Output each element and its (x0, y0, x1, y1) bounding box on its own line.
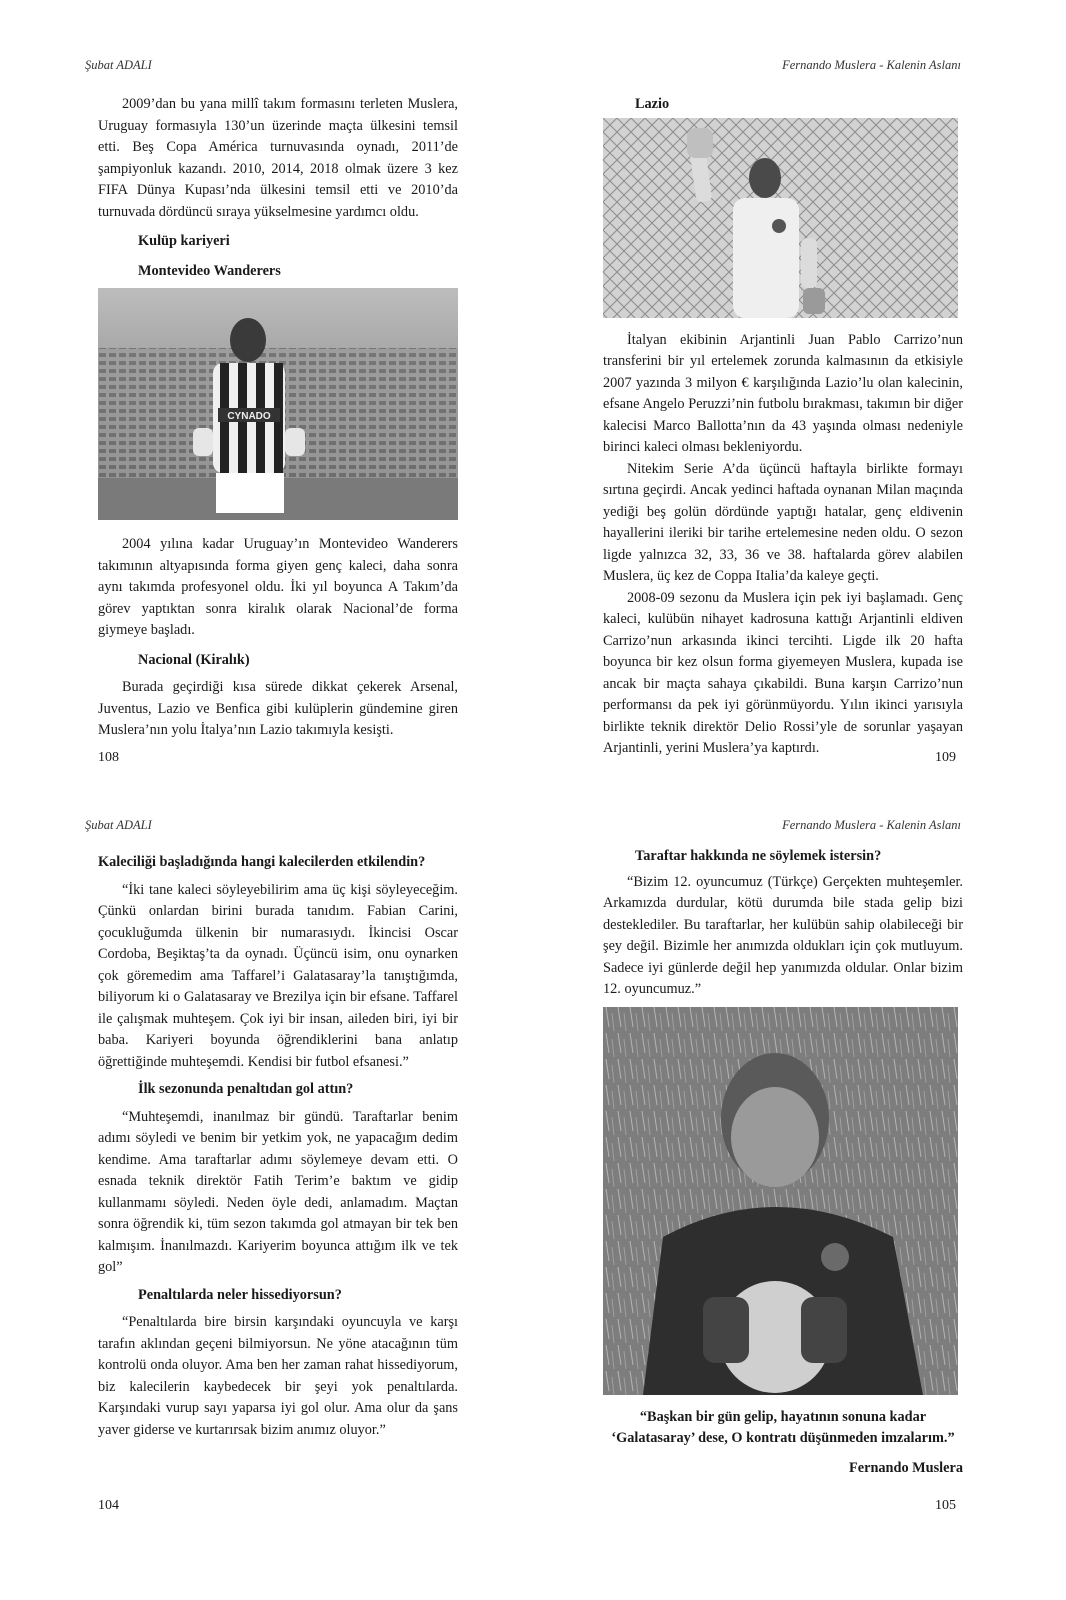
page-104 (0, 760, 533, 1560)
heading-club-career: Kulüp kariyeri (138, 233, 230, 249)
quote-signature: Fernando Muslera (849, 1459, 963, 1476)
question-penalty-feelings: Penaltılarda neler hissediyorsun? (138, 1286, 342, 1303)
answer-penalty-goal: “Muhteşemdi, inanılmaz bir gündü. Taraftarlar benim adımı söyledi ve benim bir yetkim yok, ne yapacağım dedim kendime. Ama taraftarlar adımı söylemeye devam etti. O esnada teknik direktör Fatih Terim’e baktım ve gidip kullanmamı söyledi. Neden öyle dedi, anlamadım. Maçtan sonra öğrendik ki, tüm sezon takımda gol atmayan bir tek ben kalmışım. İnanılmazdı. Kariyerim boyunca attığım ilk ve tek gol” (98, 1108, 458, 1275)
running-header-title: Fernando Muslera - Kalenin Aslanı (782, 818, 961, 832)
pull-quote: “Başkan bir gün gelip, hayatının sonuna kadar ‘Galatasaray’ dese, O kontratı düşünmeden imzalarım.” (611, 1408, 955, 1446)
text-column (603, 94, 963, 760)
photo-muslera-galatasaray (603, 1007, 958, 1395)
page-109 (533, 0, 1066, 800)
photo-muslera-wanderers (98, 288, 458, 520)
heading-nacional: Nacional (Kiralık) (138, 651, 250, 668)
question-penalty-goal: İlk sezonunda penaltıdan gol attın? (138, 1081, 354, 1097)
page-number: 108 (98, 750, 119, 765)
heading-lazio: Lazio (635, 96, 670, 112)
paragraph-lazio-2: Nitekim Serie A’da üçüncü haftayla birlikte formayı sırtına geçirdi. Ancak yedinci haftada oynanan Milan maçında yediği beş golün dördünde yaptığı hatalar, genç eldivenin hayallerini ileriki bir tarihe ertelemesine neden oldu. O sezon ligde yalnızca 32, 33, 36 ve 38. haftalarda görev alabilen Muslera, üç kez de Coppa Italia’da kaleye geçti. (603, 460, 963, 584)
page-105 (533, 760, 1066, 1560)
answer-goalkeepers: “İki tane kaleci söyleyebilirim ama üç kişi söyleyeceğim. Çünkü onlardan birini burada tanıdım. Fabian Carini, çocukluğumda ülkenin bir numarasıydı. İkincisi Oscar Cordoba, Beşiktaş’ta da oynadı. Üçüncü isim, onu oynarken çok göremedim ama Taffarel’i Galatasaray’la tanıştığımda, biliyorum ki o Galatasaray ve Brezilya için bir efsane. Taffarel ile çalışmak muhteşem. Çok iyi bir insan, aileden biri, iyi bir baba. Kariyeri boyunda öğrendiklerini bana anlatıp öğrettiğinde muhteşemdi. Kendisi bir futbol efsanesi.” (98, 881, 458, 1070)
paragraph-lazio-1: İtalyan ekibinin Arjantinli Juan Pablo Carrizo’nun transferini bir yıl ertelemek zorunda kalmasının da etkisiyle 2007 yazında 3 milyon € karşılığında Lazio’lu olan kalecinin, efsane Angelo Peruzzi’nin futbolu bırakması, takımın bir diğer kalecisi Marco Ballotta’nın da 43 yaşında olması nedeniyle birinci kaleci olması bekleniyordu. (603, 331, 963, 455)
running-header-title: Fernando Muslera - Kalenin Aslanı (782, 58, 961, 72)
running-header-author: Şubat ADALI (85, 818, 152, 832)
paragraph-wanderers: 2004 yılına kadar Uruguay’ın Montevideo Wanderers takımının altyapısında forma giyen genç kaleci, daha sonra aynı takımda profesyonel oldu. İki yıl boyunca A Takım’da görev yaptıktan sonra kiralık olarak Nacional’de forma giymeye başladı. (98, 536, 458, 638)
page-108 (0, 0, 533, 800)
page-number: 105 (935, 1498, 956, 1513)
answer-penalty-feelings: “Penaltılarda bire birsin karşındaki oyuncuyla ve karşı tarafın aklından geçeni bilmiyorsun. Ne yöne atacağının tüm kontrolü onda oluyor. Ama ben her zaman rahat hissediyorum, biz kalecilerin kaybedecek bir şeyi yok penaltılarda. Karşındaki vurup sayı yaparsa iyi gol olur. Ama olur da şans yaver giderse ve kurtarırsak bizim anımız oluyor.” (98, 1314, 458, 1438)
answer-fans: “Bizim 12. oyuncumuz (Türkçe) Gerçekten muhteşemler. Arkamızda durdular, kötü durumda bile stada gelip bizi desteklediler. Bu taraftarlar, her kulübün sahip olabileceği bir şey değil. Bizimle her anımızda oldukları için çok mutluyum. Sadece iyi günlerde değil hep yanımızda oldular. Onlar bizim 12. oyuncumuz.” (603, 873, 963, 997)
question-goalkeepers: Kaleciliği başladığında hangi kalecilerden etkilendin? (98, 854, 426, 870)
spread-bottom (0, 760, 1066, 1560)
page-number: 109 (935, 750, 956, 765)
page-number: 104 (98, 1498, 119, 1513)
heading-montevideo-wanderers: Montevideo Wanderers (138, 262, 281, 279)
photo-muslera-lazio (603, 118, 958, 318)
text-column (98, 94, 458, 742)
text-column (603, 846, 963, 1479)
running-header-author: Şubat ADALI (85, 58, 152, 72)
paragraph-lazio-3: 2008-09 sezonu da Muslera için pek iyi başlamadı. Genç kaleci, kulübün nihayet kadrosuna kattığı Arjantinli eldiven Carrizo’nun arkasında ikinci tercihti. Ligde ilk 20 hafta boyunca bir kez olsun forma giyemeyen Muslera, kupada ise ancak bir maçta sahaya çıkabildi. Buna karşın Carrizo’nun performansı da pek iyi görünmüyordu. Yılın ikinci yarısıyla birlikte teknik direktör Delio Rossi’yle de sorunlar yaşayan Arjantinli, yerini Muslera’ya kaptırdı. (603, 589, 963, 756)
paragraph-intro: 2009’dan bu yana millî takım formasını terleten Muslera, Uruguay formasıyla 130’un üzerinde maçta ülkesini temsil etti. Beş Copa América turnuvasında oynadı, 2011’de şampiyonluk kazandı. 2010, 2014, 2018 olmak üzere 3 kez FIFA Dünya Kupası’nda ülkesini temsil etti ve 2010’da turnuvada dördüncü sıraya yükselmesine yardımcı oldu. (98, 96, 458, 220)
paragraph-nacional: Burada geçirdiği kısa sürede dikkat çekerek Arsenal, Juventus, Lazio ve Benfica gibi kulüplerin gündemine giren Muslera’nın yolu İtalya’nın Lazio takımıyla kesişti. (98, 679, 458, 738)
jersey-sponsor-text: CYNADO (227, 411, 271, 422)
text-column (98, 846, 458, 1441)
question-fans: Taraftar hakkında ne söylemek istersin? (635, 848, 882, 864)
